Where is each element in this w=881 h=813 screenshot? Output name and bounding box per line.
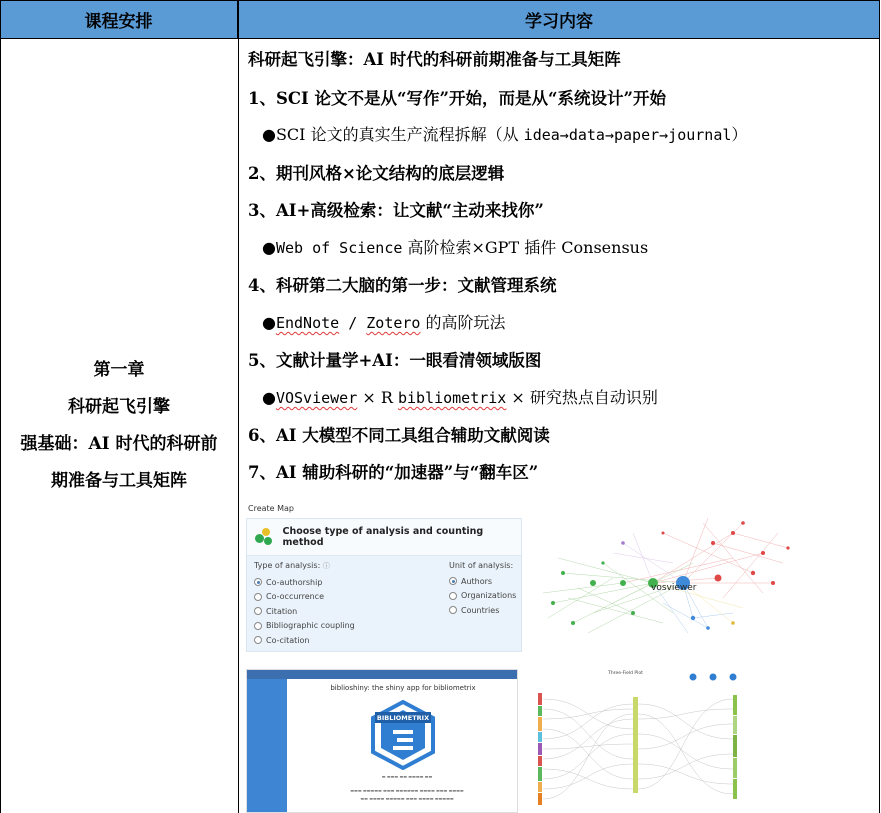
network-visualization	[533, 503, 805, 653]
radio-label: Bibliographic coupling	[266, 621, 355, 631]
item-3-bullet	[262, 235, 648, 258]
radio-icon[interactable]	[254, 622, 262, 630]
radio-icon[interactable]	[449, 577, 457, 585]
three-field-plot-screenshot	[533, 669, 773, 813]
bullet-text: × R	[357, 388, 398, 407]
table-column-divider	[238, 0, 239, 813]
bullet-mono: VOSviewer	[275, 389, 358, 407]
bullet-mono: bibliometrix	[397, 389, 507, 407]
bullet-mono: Web of Science	[275, 239, 403, 257]
item-5-bullet	[262, 385, 658, 408]
biblioshiny-description: ▬▬▬ ▬▬▬▬▬ ▬▬▬ ▬▬▬▬▬▬ ▬▬▬▬ ▬▬▬ ▬▬▬▬	[350, 788, 464, 793]
radio-icon[interactable]	[449, 592, 457, 600]
item-4-bullet	[262, 310, 506, 333]
type-of-analysis-label: Type of analysis: ⓘ	[254, 561, 330, 570]
header-learning-content: 学习内容	[238, 0, 880, 38]
radio-bibliographic-coupling[interactable]	[254, 619, 355, 634]
item-4: 4、科研第二大脑的第一步：文献管理系统	[248, 276, 557, 295]
create-map-heading	[247, 519, 521, 556]
chapter-title: 科研起飞引擎	[68, 397, 170, 417]
create-map-panel	[246, 518, 522, 652]
radio-icon[interactable]	[254, 607, 262, 615]
chapter-subtitle-line2: 期准备与工具矩阵	[51, 471, 187, 491]
radio-icon[interactable]	[254, 578, 262, 586]
plot-control-icon	[730, 674, 737, 681]
bullet-text: ）	[731, 125, 748, 144]
radio-countries[interactable]	[449, 603, 516, 618]
radio-label: Countries	[461, 605, 500, 615]
radio-label: Co-citation	[266, 635, 310, 645]
item-2: 2、期刊风格×论文结构的底层逻辑	[248, 164, 505, 183]
plot-control-icon	[690, 674, 697, 681]
item-1: 1、SCI 论文不是从“写作”开始，而是从“系统设计”开始	[248, 89, 666, 108]
biblioshiny-description: ▬▬ ▬▬▬▬ ▬▬▬▬▬ ▬▬▬ ▬▬▬▬ ▬▬▬▬▬	[360, 796, 454, 801]
biblioshiny-screenshot	[246, 669, 518, 813]
radio-label: Authors	[461, 576, 493, 586]
unit-of-analysis-label: Unit of analysis:	[449, 561, 514, 570]
create-map-window-title: Create Map	[248, 504, 295, 513]
type-of-analysis-group	[254, 561, 355, 648]
bullet-dot: ●	[262, 388, 276, 407]
content-title: 科研起飞引擎：AI 时代的科研前期准备与工具矩阵	[248, 50, 621, 69]
bibliometrix-logo-text: BIBLIOMETRIX	[376, 714, 430, 722]
radio-co-authorship[interactable]	[254, 575, 355, 590]
bullet-mono: EndNote	[275, 314, 340, 332]
table-border-right	[879, 0, 880, 813]
chapter-cell	[0, 39, 238, 813]
radio-label: Organizations	[461, 591, 517, 601]
radio-label: Co-authorship	[266, 577, 323, 587]
radio-label: Co-occurrence	[266, 592, 324, 602]
item-6: 6、AI 大模型不同工具组合辅助文献阅读	[248, 426, 550, 445]
radio-citation[interactable]	[254, 604, 355, 619]
bullet-text: 高阶检索×GPT 插件 Consensus	[402, 238, 649, 257]
bullet-dot: ●	[262, 313, 276, 332]
radio-co-citation[interactable]	[254, 633, 355, 648]
radio-icon[interactable]	[254, 593, 262, 601]
item-5: 5、文献计量学+AI：一眼看清领域版图	[248, 351, 542, 370]
three-field-plot-chart	[533, 669, 773, 813]
radio-icon[interactable]	[449, 606, 457, 614]
biblioshiny-topbar	[247, 670, 517, 679]
chapter-number: 第一章	[93, 360, 145, 380]
bullet-mono: idea→data→paper→journal	[523, 126, 732, 144]
bullet-dot: ●	[262, 238, 276, 257]
item-7: 7、AI 辅助科研的“加速器”与“翻车区”	[248, 463, 539, 482]
radio-icon[interactable]	[254, 636, 262, 644]
item-1-bullet	[262, 122, 747, 145]
three-field-plot-title: Three-Field Plot	[608, 671, 643, 676]
item-3: 3、AI+高级检索：让文献“主动来找你”	[248, 201, 544, 220]
header-course-schedule: 课程安排	[0, 0, 238, 38]
radio-authors[interactable]	[449, 574, 516, 589]
bullet-text: 的高阶玩法	[420, 313, 506, 332]
chapter-subtitle-line1: 强基础：AI 时代的科研前	[20, 434, 218, 454]
biblioshiny-sidebar	[247, 679, 287, 813]
help-icon: ⓘ	[322, 562, 330, 570]
network-center-label: vosviewer	[651, 583, 697, 593]
biblioshiny-caption: ▬ ▬▬▬ ▬▬ ▬▬▬▬ ▬▬	[381, 774, 433, 779]
bullet-text: × 研究热点自动识别	[506, 388, 658, 407]
plot-control-icon	[710, 674, 717, 681]
bullet-text: ●SCI 论文的真实生产流程拆解（从	[262, 125, 524, 144]
vosviewer-logo-icon	[255, 528, 273, 546]
radio-organizations[interactable]	[449, 589, 516, 604]
bibliometrix-logo-icon	[367, 698, 439, 770]
create-map-heading-text: Choose type of analysis and counting method	[282, 526, 484, 548]
radio-label: Citation	[266, 606, 298, 616]
radio-co-occurrence[interactable]	[254, 590, 355, 605]
table-border-top	[0, 0, 880, 1]
bullet-mono: Zotero	[366, 314, 421, 332]
unit-of-analysis-group	[449, 561, 516, 618]
bullet-mono: /	[339, 314, 367, 332]
biblioshiny-title: biblioshiny: the shiny app for bibliometrix	[330, 684, 476, 692]
